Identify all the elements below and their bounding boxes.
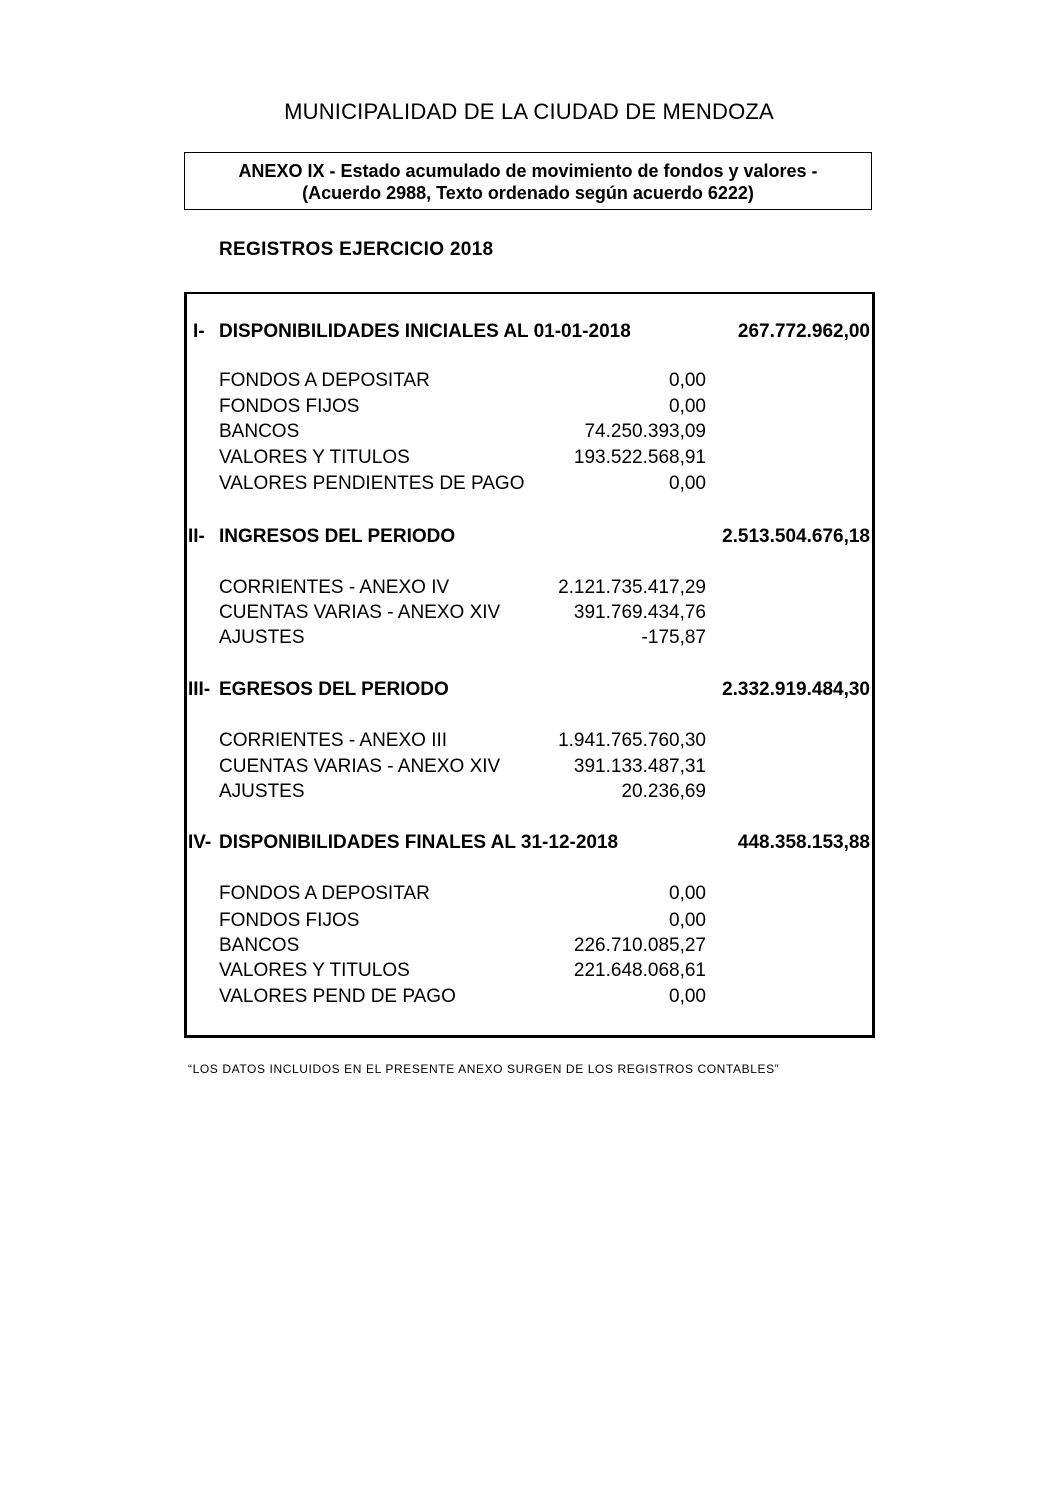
section-numeral: IV- bbox=[188, 832, 212, 853]
anexo-title-line2: (Acuerdo 2988, Texto ordenado según acuerdo 6222) bbox=[302, 183, 754, 203]
line-item-row bbox=[0, 985, 1058, 1009]
line-item-row bbox=[0, 395, 1058, 419]
line-item-amount: 0,00 bbox=[669, 473, 706, 494]
line-item-label: BANCOS bbox=[219, 935, 300, 956]
section-title: DISPONIBILIDADES INICIALES AL 01-01-2018 bbox=[219, 321, 631, 342]
line-item-amount: 226.710.085,27 bbox=[573, 935, 706, 956]
line-item-row bbox=[0, 446, 1058, 470]
line-item-row bbox=[0, 909, 1058, 933]
line-item-amount: 193.522.568,91 bbox=[573, 447, 706, 468]
line-item-amount: 20.236,69 bbox=[621, 781, 706, 802]
line-item-label: VALORES Y TITULOS bbox=[219, 447, 410, 468]
line-item-row bbox=[0, 472, 1058, 496]
line-item-label: CUENTAS VARIAS - ANEXO XIV bbox=[219, 602, 501, 623]
line-item-amount: 0,00 bbox=[669, 986, 706, 1007]
section-total: 267.772.962,00 bbox=[737, 321, 870, 342]
line-item-amount: 391.133.487,31 bbox=[573, 756, 706, 777]
line-item-amount: 221.648.068,61 bbox=[573, 960, 706, 981]
line-item-amount: 74.250.393,09 bbox=[584, 421, 706, 442]
line-item-row bbox=[0, 780, 1058, 804]
line-item-row bbox=[0, 420, 1058, 444]
line-item-amount: 0,00 bbox=[669, 370, 706, 391]
line-item-label: AJUSTES bbox=[219, 627, 305, 648]
footnote: “LOS DATOS INCLUIDOS EN EL PRESENTE ANEXO SURGEN DE LOS REGISTROS CONTABLES” bbox=[188, 1062, 780, 1076]
line-item-label: VALORES Y TITULOS bbox=[219, 960, 410, 981]
line-item-amount: 0,00 bbox=[669, 396, 706, 417]
line-item-label: CORRIENTES - ANEXO III bbox=[219, 730, 448, 751]
line-item-label: VALORES PEND DE PAGO bbox=[219, 986, 456, 1007]
section-total: 2.332.919.484,30 bbox=[722, 679, 870, 700]
line-item-label: CORRIENTES - ANEXO IV bbox=[219, 577, 450, 598]
section-header-row bbox=[0, 678, 1058, 702]
section-title: EGRESOS DEL PERIODO bbox=[219, 679, 449, 700]
line-item-row bbox=[0, 934, 1058, 958]
line-item-row bbox=[0, 729, 1058, 753]
line-item-row bbox=[0, 959, 1058, 983]
section-numeral: I- bbox=[193, 321, 205, 342]
line-item-label: BANCOS bbox=[219, 421, 300, 442]
section-numeral: III- bbox=[188, 679, 211, 700]
section-numeral: II- bbox=[188, 526, 205, 547]
section-header-row bbox=[0, 525, 1058, 549]
line-item-label: AJUSTES bbox=[219, 781, 305, 802]
line-item-row bbox=[0, 601, 1058, 625]
line-item-label: FONDOS FIJOS bbox=[219, 910, 360, 931]
line-item-amount: 1.941.765.760,30 bbox=[558, 730, 706, 751]
line-item-amount: 0,00 bbox=[669, 883, 706, 904]
section-header-row bbox=[0, 831, 1058, 855]
section-total: 2.513.504.676,18 bbox=[722, 526, 870, 547]
line-item-row bbox=[0, 369, 1058, 393]
line-item-row bbox=[0, 626, 1058, 650]
line-item-row bbox=[0, 576, 1058, 600]
line-item-label: FONDOS A DEPOSITAR bbox=[219, 883, 430, 904]
line-item-label: VALORES PENDIENTES DE PAGO bbox=[219, 473, 525, 494]
section-title: DISPONIBILIDADES FINALES AL 31-12-2018 bbox=[219, 832, 619, 853]
line-item-amount: 391.769.434,76 bbox=[573, 602, 706, 623]
line-item-label: CUENTAS VARIAS - ANEXO XIV bbox=[219, 756, 501, 777]
line-item-row bbox=[0, 755, 1058, 779]
line-item-row bbox=[0, 882, 1058, 906]
section-header-row bbox=[0, 320, 1058, 344]
section-title: INGRESOS DEL PERIODO bbox=[219, 526, 456, 547]
line-item-label: FONDOS FIJOS bbox=[219, 396, 360, 417]
registros-heading: REGISTROS EJERCICIO 2018 bbox=[219, 239, 494, 260]
line-item-amount: -175,87 bbox=[641, 627, 706, 648]
line-item-amount: 2.121.735.417,29 bbox=[558, 577, 706, 598]
anexo-title-box bbox=[184, 152, 872, 210]
page-title: MUNICIPALIDAD DE LA CIUDAD DE MENDOZA bbox=[284, 99, 774, 124]
line-item-label: FONDOS A DEPOSITAR bbox=[219, 370, 430, 391]
section-total: 448.358.153,88 bbox=[737, 832, 870, 853]
anexo-title-line1: ANEXO IX - Estado acumulado de movimiento de fondos y valores - bbox=[238, 161, 818, 181]
line-item-amount: 0,00 bbox=[669, 910, 706, 931]
